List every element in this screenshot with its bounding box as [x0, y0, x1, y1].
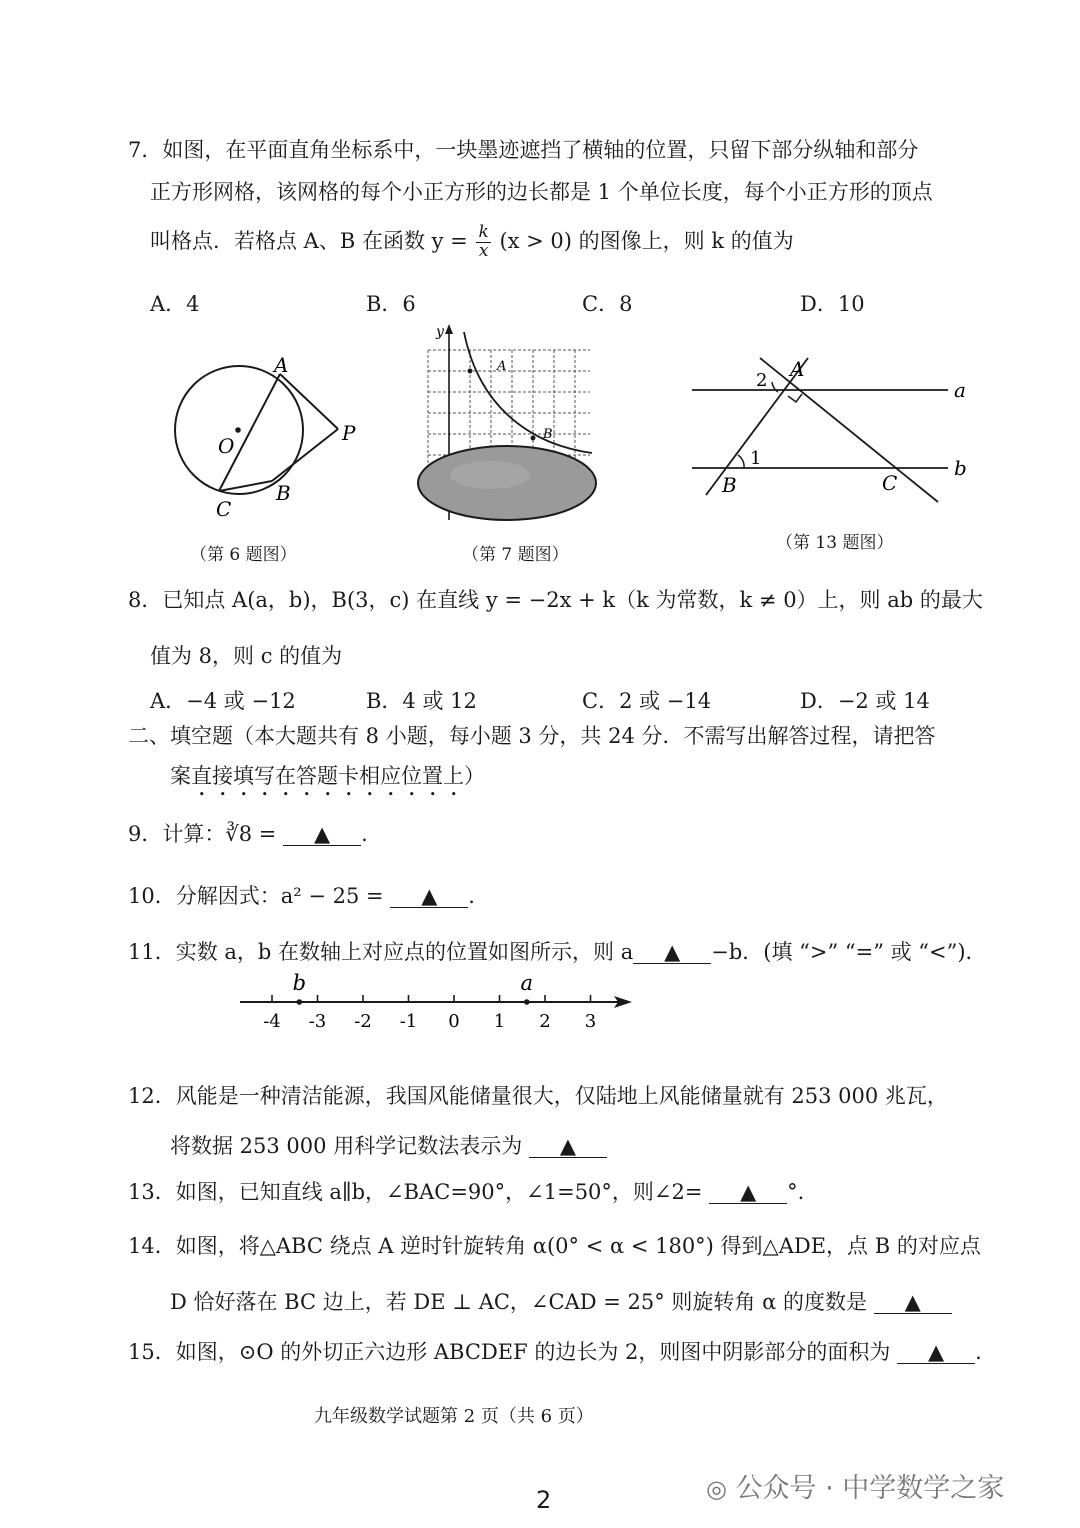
fig7-caption: （第 7 题图） — [462, 545, 569, 565]
q9-answer-blank: ▲ — [283, 824, 361, 846]
section-2-line-2-pre: 案 — [170, 764, 191, 788]
fig13-label-angle-1: 1 — [750, 448, 762, 469]
q7-line-2: 正方形网格，该网格的每个小正方形的边长都是 1 个单位长度，每个小正方形的顶点 — [150, 180, 933, 204]
fig6-chord-ac — [219, 374, 280, 491]
fig6-center-point — [235, 427, 241, 433]
q7-option-b: B．6 — [366, 292, 416, 316]
number-line-point-b — [297, 999, 303, 1005]
fig6-tangent-pa — [280, 374, 338, 429]
section-2-heading-line-1: 二、填空题（本大题共有 8 小题，每小题 3 分，共 24 分．不需写出解答过程，请把答 — [128, 724, 936, 748]
q8-line-1: 8．已知点 A(a，b)，B(3，c) 在直线 y = −2x + k（k 为常数，k ≠ 0）上，则 ab 的最大 — [128, 588, 983, 612]
section-2-emphasis: 直接填写在答题卡相应位置上 — [191, 764, 464, 788]
fig6-caption: （第 6 题图） — [190, 545, 297, 565]
q8-option-d: D．−2 或 14 — [800, 689, 930, 713]
fig6-label-b: B — [276, 481, 291, 505]
page-number: 2 — [536, 1486, 552, 1514]
number-line-tick-label: 3 — [584, 1011, 597, 1032]
q14-line-2-text: D 恰好落在 BC 边上，若 DE ⊥ AC，∠CAD = 25° 则旋转角 α 的度数是 — [170, 1290, 867, 1314]
q11-number-line — [230, 970, 650, 1040]
fig13-label-c-point: C — [882, 471, 898, 495]
q13-answer-blank: ▲ — [709, 1182, 787, 1204]
wechat-icon: ◎ — [706, 1475, 727, 1503]
fig7-label-a: A — [497, 359, 507, 374]
q8-option-b: B．4 或 12 — [366, 689, 477, 713]
fig7-label-y: y — [436, 324, 444, 340]
q14-line-2 — [170, 1290, 952, 1315]
q7-line-3-post: (x > 0) 的图像上，则 k 的值为 — [499, 228, 794, 253]
number-line-tick-label: -3 — [308, 1011, 327, 1032]
watermark — [706, 1466, 1004, 1505]
q7-line-3 — [150, 224, 794, 261]
q7-option-c: C．8 — [582, 292, 633, 316]
fig7-point-b — [531, 436, 536, 441]
section-2-heading-line-2 — [170, 764, 485, 801]
q7-fraction — [476, 224, 490, 261]
q12-line-1: 12．风能是一种清洁能源，我国风能储量很大，仅陆地上风能储量就有 253 000 兆瓦， — [128, 1084, 948, 1108]
fig6-label-a: A — [274, 353, 289, 377]
number-line-tick-label: -1 — [399, 1011, 418, 1032]
q12-line-2 — [170, 1134, 607, 1159]
q10-end: . — [468, 884, 475, 908]
fig13-label-angle-2: 2 — [756, 370, 768, 391]
q12-line-2-text: 将数据 253 000 用科学记数法表示为 — [170, 1134, 523, 1158]
q12-answer-blank: ▲ — [529, 1136, 607, 1158]
fig6-label-c: C — [216, 497, 232, 521]
q13 — [128, 1180, 804, 1205]
fig6-label-o: O — [218, 434, 235, 458]
number-line-tick-label: -4 — [263, 1011, 281, 1032]
q11-end: −b．(填 “>” “=” 或 “<”)． — [711, 940, 987, 964]
fig13-caption: （第 13 题图） — [776, 533, 894, 553]
q9-end: . — [361, 822, 368, 846]
number-line-tick-label: -2 — [354, 1011, 372, 1032]
q15-end: . — [975, 1340, 982, 1364]
q7-frac-den: x — [478, 240, 489, 261]
q8-option-c: C．2 或 −14 — [582, 689, 712, 713]
q7-line-3-pre: 叫格点．若格点 A、B 在函数 y = — [150, 228, 468, 253]
fig13-segment-ac — [760, 358, 938, 502]
q7-option-a: A．4 — [150, 292, 200, 316]
figure-6 — [160, 350, 380, 530]
q9-text: 9．计算：∛8 = — [128, 822, 277, 846]
q14-answer-blank: ▲ — [874, 1292, 952, 1314]
figure-13 — [680, 340, 980, 510]
fig6-label-p: P — [342, 421, 356, 445]
q9 — [128, 822, 368, 847]
fig13-label-line-b: b — [954, 456, 967, 480]
number-line-point-a-label: a — [520, 971, 534, 995]
fig13-label-line-a: a — [954, 378, 966, 402]
q15 — [128, 1340, 982, 1365]
q15-answer-blank: ▲ — [897, 1342, 975, 1364]
number-line-tick-label: 1 — [493, 1011, 506, 1032]
q13-text: 13．如图，已知直线 a∥b，∠BAC=90°，∠1=50°，则∠2= — [128, 1180, 703, 1204]
number-line-tick-label: 2 — [539, 1011, 551, 1032]
q7-frac-num: k — [478, 222, 489, 242]
fig7-label-b: B — [543, 427, 553, 442]
q10-text: 10．分解因式：a² − 25 = — [128, 884, 384, 908]
q11-answer-blank: ▲ — [633, 942, 711, 964]
q8-line-2: 值为 8，则 c 的值为 — [150, 644, 343, 668]
fig6-tangent-pb — [272, 429, 338, 481]
fig13-angle-1-arc — [738, 455, 744, 468]
q14-line-1: 14．如图，将△ABC 绕点 A 逆时针旋转角 α(0° < α < 180°) 得到△ADE，点 B 的对应点 — [128, 1234, 981, 1258]
q11 — [128, 940, 987, 965]
fig13-label-a-point: A — [790, 357, 805, 381]
fig13-label-b-point: B — [722, 473, 737, 497]
q7-option-d: D．10 — [800, 292, 865, 316]
number-line-point-a — [524, 999, 530, 1005]
watermark-text: 公众号 · 中学数学之家 — [735, 1473, 1005, 1504]
number-line-tick-label: 0 — [448, 1011, 460, 1032]
q11-text: 11．实数 a，b 在数轴上对应点的位置如图所示，则 a — [128, 940, 634, 964]
number-line-point-b-label: b — [292, 971, 307, 995]
fig13-right-angle-mark — [788, 394, 802, 402]
q7-line-1: 7．如图，在平面直角坐标系中，一块墨迹遮挡了横轴的位置，只留下部分纵轴和部分 — [128, 138, 919, 162]
q8-option-a: A．−4 或 −12 — [150, 689, 296, 713]
q10-answer-blank: ▲ — [390, 886, 468, 908]
fig7-y-axis-arrow — [445, 324, 453, 334]
figure-7 — [410, 320, 610, 530]
fig7-point-a — [468, 369, 473, 374]
q15-text: 15．如图，⊙O 的外切正六边形 ABCDEF 的边长为 2，则图中阴影部分的面积为 — [128, 1340, 891, 1364]
q10 — [128, 884, 475, 909]
fig7-ink-blot-texture — [450, 461, 530, 489]
page-footer: 九年级数学试题第 2 页（共 6 页） — [314, 1406, 594, 1427]
section-2-line-2-post: ） — [464, 764, 485, 788]
q13-end: °. — [787, 1180, 805, 1204]
